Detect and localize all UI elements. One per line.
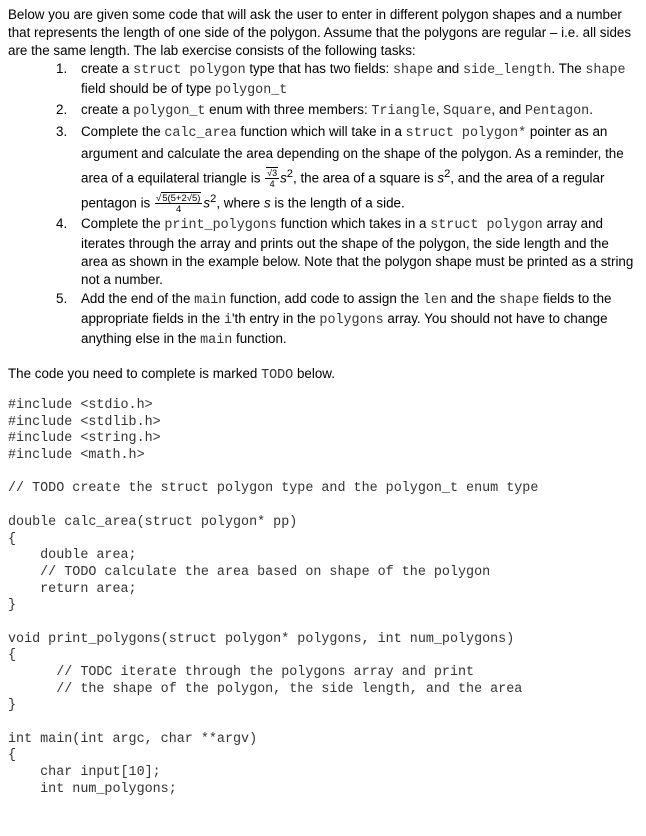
- code-term: polygon_t: [133, 104, 206, 119]
- code-line: }: [8, 598, 17, 614]
- code-term: struct polygon: [133, 63, 246, 78]
- code-line: {: [8, 531, 17, 547]
- code-line: #include <stdlib.h>: [8, 414, 161, 430]
- task-text: , and the area of a regular pentagon is: [81, 170, 605, 211]
- task-text: , and: [491, 102, 525, 117]
- code-line: [8, 615, 538, 632]
- code-line: #include <string.h>: [8, 431, 161, 447]
- task-text: pointer as an argument and calculate the area depending on the shape of the polygon. As a reminder, the area of a equilateral triangle is: [81, 124, 624, 186]
- task-text: type that has two fields:: [245, 61, 393, 76]
- task-text: field should be of type: [81, 81, 215, 96]
- intro-line: that represents the length of one side of the polygon. Assume that the polygons are regular – i.e. all sides: [8, 25, 632, 40]
- task-text: create a: [81, 102, 134, 117]
- sqrt-sign: √: [155, 192, 162, 204]
- side-variable: s: [437, 170, 445, 186]
- task-number: 4.: [56, 215, 68, 231]
- todo-term: TODO: [261, 368, 294, 383]
- code-term: polygon_t: [215, 83, 288, 98]
- task-text: is the length of a side.: [270, 195, 405, 211]
- sqrt-three: √3: [267, 167, 278, 178]
- code-line: void print_polygons(struct polygon* polygons, int num_polygons): [8, 631, 515, 647]
- code-listing: [8, 398, 538, 799]
- code-line: // the shape of the polygon, the side length, and the area: [8, 681, 523, 697]
- task-text: Complete the: [81, 215, 165, 231]
- task-number: 5.: [56, 290, 68, 306]
- code-term: i: [223, 312, 232, 328]
- code-line: int main(int argc, char **argv): [8, 731, 258, 747]
- triangle-area-fraction: [265, 169, 279, 189]
- code-term: main: [194, 292, 227, 308]
- task-item: [56, 101, 634, 121]
- task-text: Complete the: [81, 124, 165, 139]
- code-line: double area;: [8, 548, 137, 564]
- task-number: 3.: [56, 124, 68, 139]
- code-term: main: [200, 332, 233, 348]
- intro-line: Below you are given some code that will ask the user to enter in different polygon shapes and a number: [8, 7, 622, 22]
- task-text: and: [433, 61, 463, 76]
- code-line: #include <stdio.h>: [8, 398, 153, 413]
- note-text: below.: [293, 366, 335, 381]
- code-term: shape: [585, 63, 626, 78]
- code-term: Square: [443, 104, 492, 119]
- task-text: .: [589, 102, 593, 117]
- task-item: [56, 60, 634, 100]
- task-text: function which takes in a: [276, 215, 431, 231]
- intro-paragraph: [8, 6, 636, 60]
- code-line: }: [8, 698, 17, 714]
- code-line: [8, 498, 538, 515]
- code-term: len: [422, 292, 447, 308]
- code-term: Pentagon: [524, 104, 590, 119]
- denominator: 4: [269, 178, 275, 189]
- code-term: Triangle: [371, 104, 436, 119]
- task-text: array and iterates through the array and prints out the shape of the polygon, the side length and the area as shown in the example below. Note that the polygon shape must be printed as a string not a number.: [81, 215, 634, 287]
- task-text: fields to the appropriate fields in the: [81, 290, 612, 326]
- side-variable: s: [263, 195, 271, 211]
- code-line: // TODO create the struct polygon type and the polygon_t enum type: [8, 481, 539, 497]
- pentagon-area-fraction: [155, 194, 202, 214]
- exponent: 2: [444, 168, 451, 180]
- side-variable: s: [203, 195, 211, 211]
- task-item: [56, 290, 634, 350]
- code-term: side_length: [462, 63, 552, 78]
- task-text: 'th entry in the: [231, 310, 320, 326]
- code-line: #include <math.h>: [8, 448, 145, 464]
- code-term: struct polygon: [430, 217, 543, 233]
- task-text: create a: [81, 61, 134, 76]
- code-line: [8, 465, 538, 482]
- code-line: {: [8, 648, 17, 664]
- note-text: The code you need to complete is marked: [8, 366, 262, 381]
- pentagon-radicand: 5(5+2√5): [162, 192, 201, 204]
- task-text: , where: [216, 195, 264, 211]
- task-text: ,: [435, 102, 444, 117]
- code-term: struct polygon*: [405, 126, 527, 141]
- code-term: calc_area: [164, 126, 237, 141]
- task-item: [56, 122, 634, 214]
- code-line: return area;: [8, 581, 137, 597]
- code-note: [8, 365, 335, 385]
- task-number: 1.: [56, 61, 68, 76]
- code-line: // TODO calculate the area based on shape of the polygon: [8, 564, 491, 580]
- code-line: char input[10];: [8, 765, 161, 781]
- task-text: function.: [232, 330, 287, 346]
- task-text: array. You should not have to change anything else in the: [81, 310, 608, 346]
- task-text: enum with three members:: [205, 102, 372, 117]
- task-text: Add the end of the: [81, 290, 195, 306]
- code-term: shape: [499, 292, 540, 308]
- exponent: 2: [210, 192, 217, 205]
- code-line: [8, 715, 538, 732]
- task-list: [56, 60, 634, 351]
- exponent: 2: [286, 168, 293, 180]
- task-text: and the: [446, 290, 500, 306]
- code-line: int num_polygons;: [8, 781, 177, 797]
- intro-line: are the same length. The lab exercise consists of the following tasks:: [8, 43, 416, 58]
- task-item: [56, 215, 634, 289]
- code-line: // TODC iterate through the polygons array and print: [8, 665, 475, 680]
- task-text: function, add code to assign the: [226, 290, 423, 306]
- code-line: double calc_area(struct polygon* pp): [8, 514, 298, 530]
- task-text: function which will take in a: [236, 124, 406, 139]
- task-text: . The: [551, 61, 586, 76]
- code-term: print_polygons: [164, 217, 277, 233]
- task-number: 2.: [56, 102, 68, 117]
- code-line: {: [8, 748, 17, 764]
- denominator: 4: [176, 203, 182, 215]
- code-term: polygons: [319, 312, 384, 328]
- task-text: , the area of a square is: [293, 170, 438, 186]
- code-term: shape: [393, 63, 434, 78]
- side-variable: s: [280, 170, 287, 186]
